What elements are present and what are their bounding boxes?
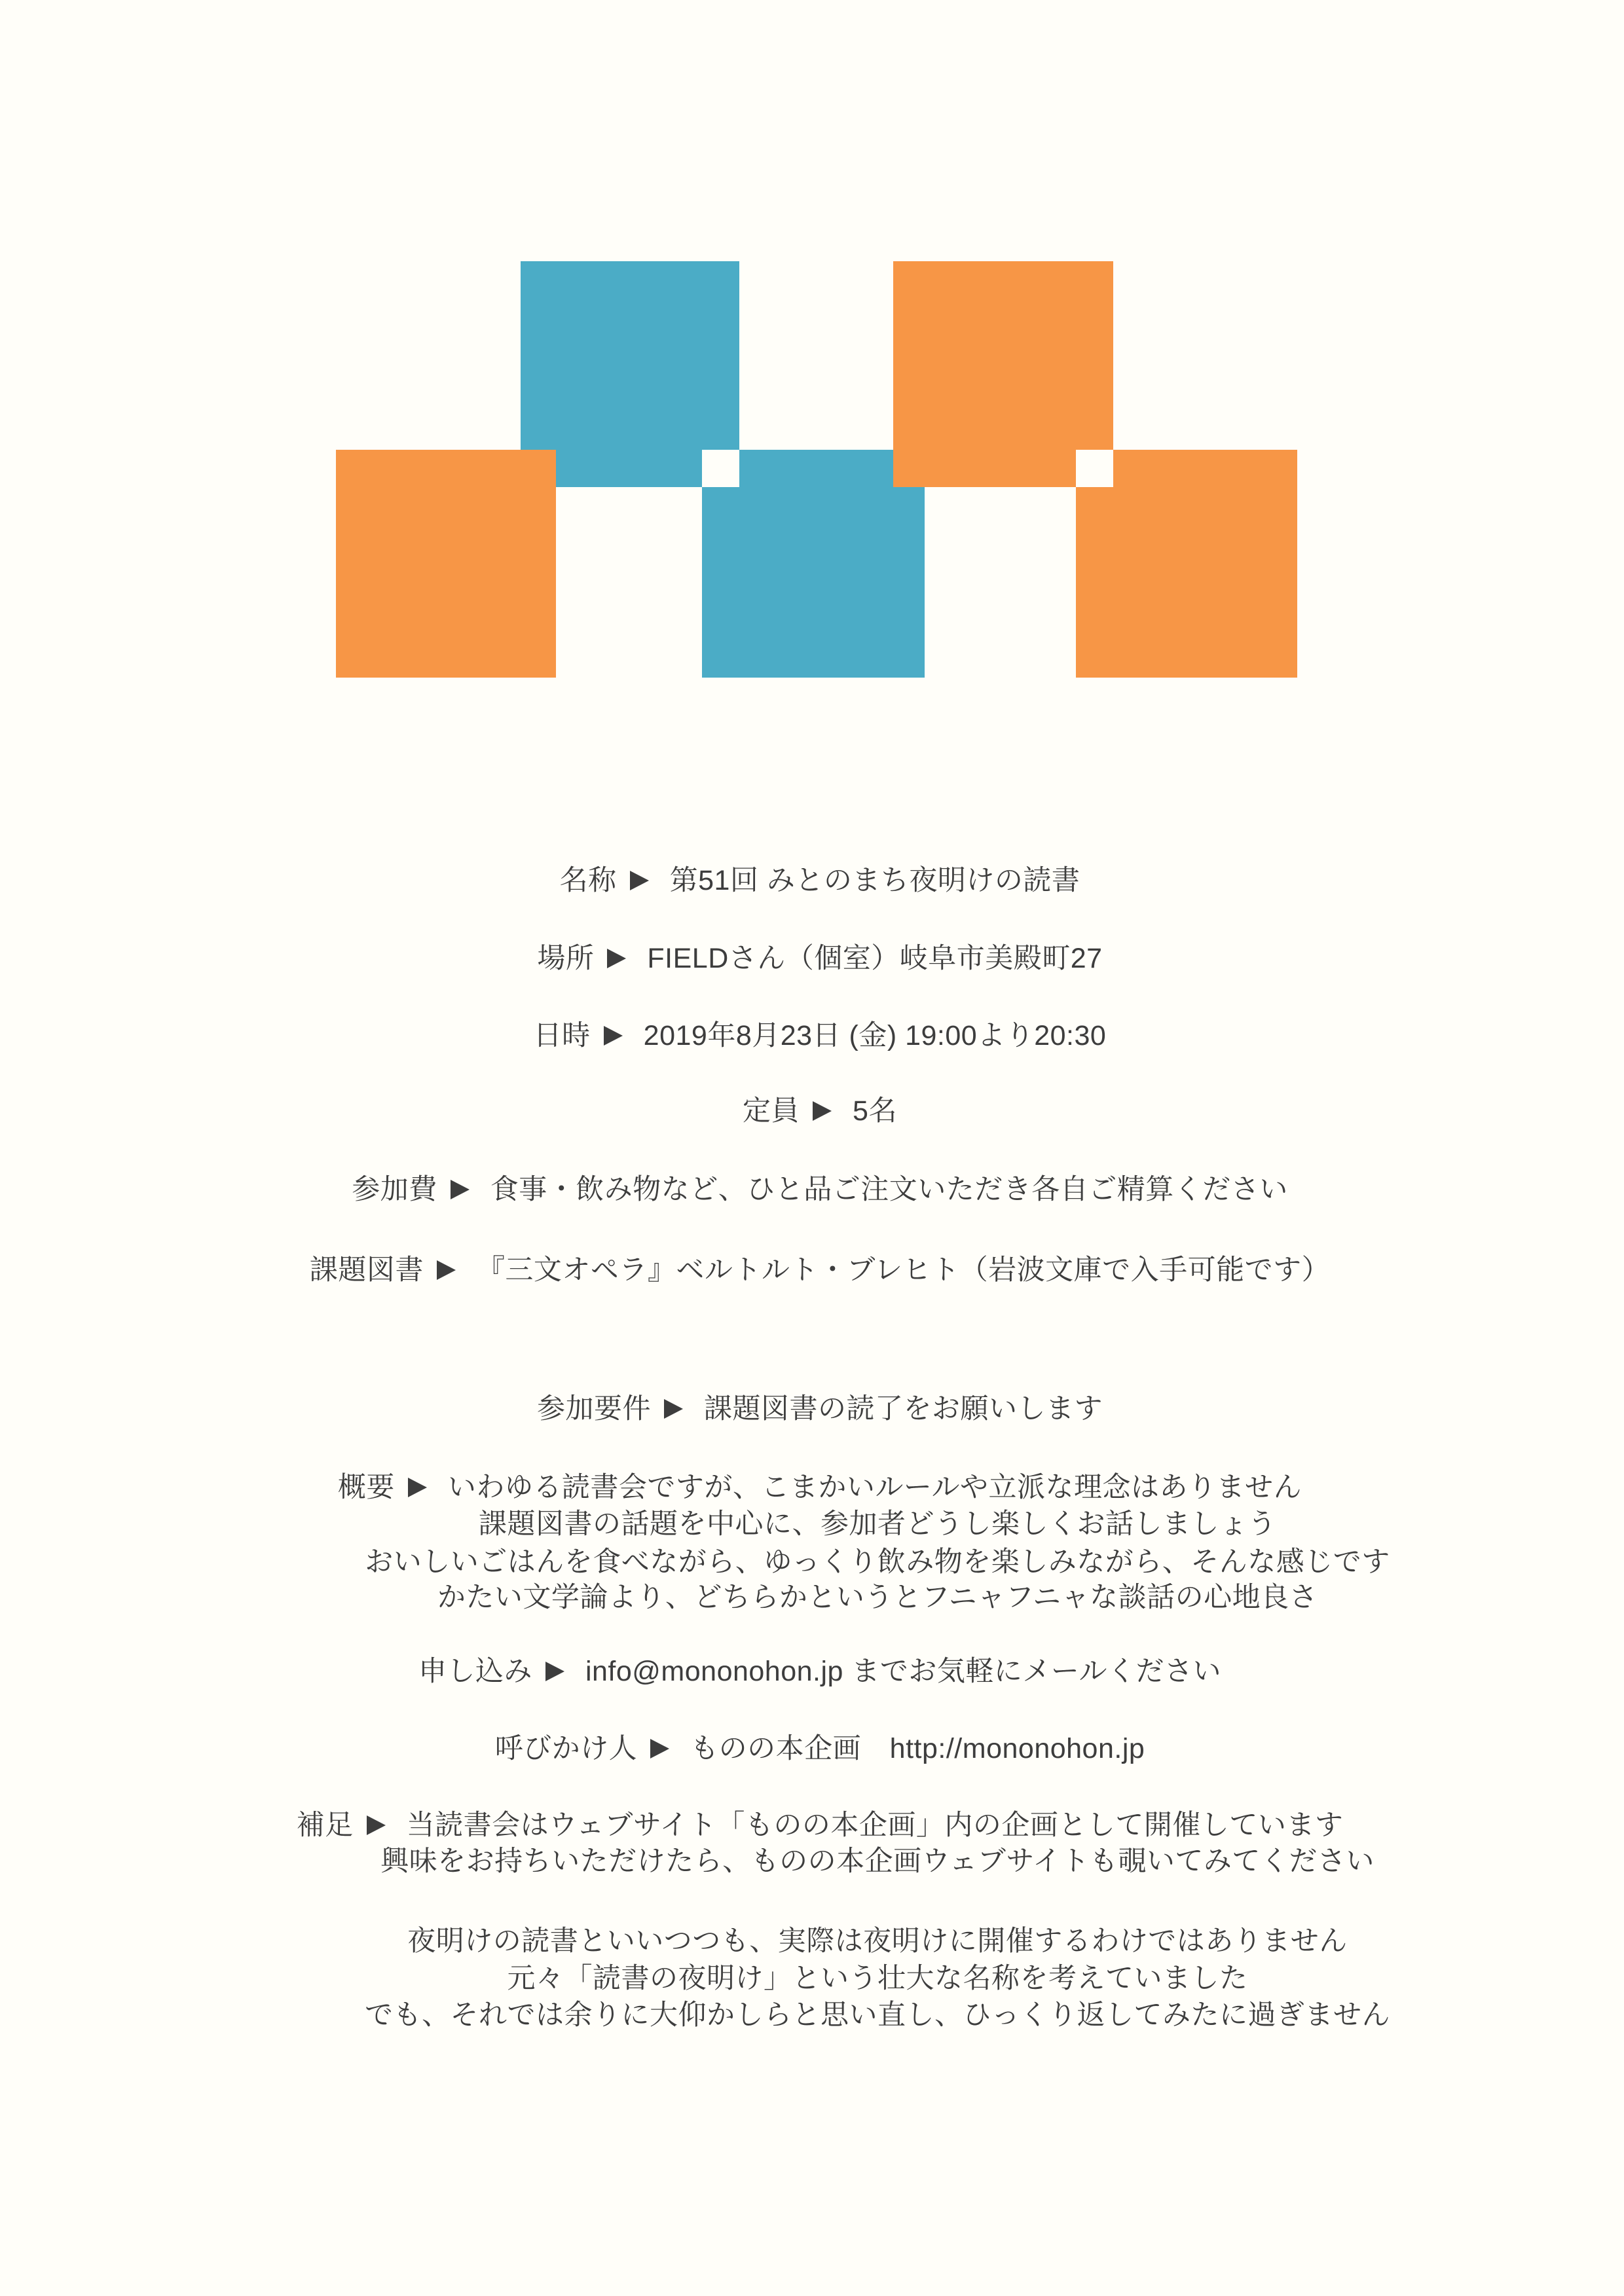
detail-value: でも、それでは余りに大仰かしらと思い直し、ひっくり返してみたに過ぎません <box>365 1999 1390 2031</box>
logo-white-notch-left <box>702 450 739 487</box>
detail-row-fee <box>8 1169 1624 1210</box>
right-triangle-icon <box>437 1260 456 1280</box>
detail-label: 呼びかけ人 <box>494 1733 638 1764</box>
detail-value: ものの本企画 http://mononohon.jp <box>690 1733 1145 1764</box>
right-triangle-icon <box>545 1662 564 1681</box>
detail-row-note <box>8 1805 1624 1846</box>
detail-row-place <box>8 938 1624 979</box>
detail-value: 夜明けの読書といいつつも、実際は夜明けに開催するわけではありません <box>407 1925 1348 1957</box>
right-triangle-icon <box>664 1399 683 1419</box>
right-triangle-icon <box>604 1026 623 1046</box>
detail-value: 興味をお持ちいただけたら、ものの本企画ウェブサイトも覗いてみてください <box>380 1846 1375 1877</box>
logo-square-orange-left <box>336 450 556 678</box>
detail-row-capacity <box>8 1091 1624 1131</box>
detail-value: 『三文オペラ』ベルトルト・ブレヒト（岩波文庫で入手可能です） <box>476 1254 1331 1286</box>
detail-row-overview <box>8 1467 1624 1508</box>
detail-label: 概要 <box>337 1472 395 1503</box>
postscript-line-2 <box>65 1958 1624 1999</box>
detail-value: いわゆる読書会ですが、こまかいルールや立派な理念はありません <box>447 1472 1302 1503</box>
detail-label: 参加要件 <box>537 1393 651 1425</box>
overview-line-4 <box>65 1577 1624 1618</box>
detail-value: 第51回 みとのまち夜明けの読書 <box>669 865 1080 896</box>
right-triangle-icon <box>408 1478 427 1497</box>
detail-value: 元々「読書の夜明け」という壮大な名称を考えていました <box>507 1963 1248 1994</box>
detail-value: かたい文学論より、どちらかというとフニャフニャな談話の心地良さ <box>437 1582 1318 1613</box>
logo-white-notch-right <box>1076 450 1113 487</box>
detail-label: 申し込み <box>418 1656 532 1687</box>
postscript-line-1 <box>65 1921 1624 1961</box>
right-triangle-icon <box>451 1180 470 1199</box>
right-triangle-icon <box>650 1739 669 1758</box>
detail-row-apply <box>8 1651 1624 1692</box>
detail-value: 課題図書の読了をお願いします <box>704 1393 1103 1425</box>
detail-value: おいしいごはんを食べながら、ゆっくり飲み物を楽しみながら、そんな感じです <box>365 1546 1390 1578</box>
detail-value: FIELDさん（個室）岐阜市美殿町27 <box>647 943 1103 974</box>
detail-row-organizer <box>8 1728 1624 1769</box>
right-triangle-icon <box>630 871 649 890</box>
detail-row-datetime <box>8 1015 1624 1056</box>
detail-value: 当読書会はウェブサイト「ものの本企画」内の企画として開催しています <box>406 1810 1344 1841</box>
detail-label: 課題図書 <box>309 1254 424 1286</box>
detail-label: 補足 <box>296 1810 354 1841</box>
detail-label: 定員 <box>743 1095 800 1127</box>
detail-row-requirement <box>8 1389 1624 1429</box>
right-triangle-icon <box>367 1815 386 1835</box>
detail-label: 名称 <box>559 865 617 896</box>
detail-value: 課題図書の話題を中心に、参加者どうし楽しくお話しましょう <box>479 1508 1276 1540</box>
detail-value: 5名 <box>853 1095 897 1127</box>
note-line-2 <box>65 1841 1624 1882</box>
detail-row-name <box>8 860 1624 901</box>
detail-label: 日時 <box>533 1020 591 1051</box>
detail-value: 食事・飲み物など、ひと品ご注文いただき各自ご精算ください <box>490 1174 1288 1205</box>
right-triangle-icon <box>607 949 626 968</box>
detail-label: 場所 <box>537 943 595 974</box>
overview-line-3 <box>65 1542 1624 1582</box>
right-triangle-icon <box>813 1101 832 1121</box>
detail-value: 2019年8月23日 (金) 19:00より20:30 <box>643 1020 1107 1051</box>
detail-row-book <box>8 1250 1624 1290</box>
postscript-line-3 <box>65 1995 1624 2035</box>
overview-line-2 <box>65 1504 1624 1544</box>
detail-value: info@mononohon.jp までお気軽にメールください <box>585 1656 1222 1687</box>
detail-label: 参加費 <box>352 1174 437 1205</box>
